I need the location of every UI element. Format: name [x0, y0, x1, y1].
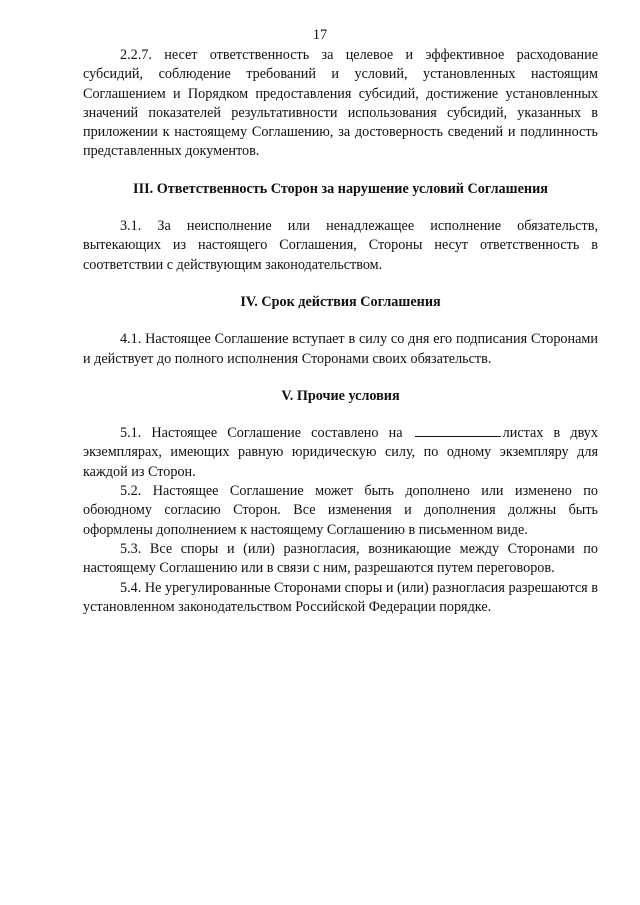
paragraph-5-1 [83, 424, 598, 482]
page-number: 17 [312, 27, 328, 43]
section-4-heading: IV. Срок действия Соглашения [240, 293, 441, 310]
paragraph-5-4: 5.4. Не урегулированные Сторонами споры и (или) разногласия разрешаются в установленном законодательством Российской Федерации порядке. [83, 579, 598, 615]
paragraph-2-2-7: 2.2.7. несет ответственность за целевое и эффективное расходование субсидий, соблюдение требований и условий, установленных настоящим Соглашением и Порядком предоставления субсидий, достижение установленных значений показателей результативности использования субсидий, указанных в приложении к настоящему Соглашению, за достоверность сведений и подлинность представленных документов. [83, 47, 598, 160]
document-body [83, 46, 598, 617]
section-3-heading: III. Ответственность Сторон за нарушение условий Соглашения [133, 180, 548, 197]
paragraph-5-3: 5.3. Все споры и (или) разногласия, возникающие между Сторонами по настоящему Соглашению или в связи с ним, разрешаются путем переговоров. [83, 540, 598, 577]
paragraph-3-1: 3.1. За неисполнение или ненадлежащее исполнение обязательств, вытекающих из настоящего Соглашения, Стороны несут ответственность в соответствии с действующим законодательством. [83, 218, 598, 273]
paragraph-4-1: 4.1. Настоящее Соглашение вступает в силу со дня его подписания Сторонами и действует до полного исполнения Сторонами своих обязательств. [83, 331, 598, 367]
sheet-count-blank [415, 424, 501, 437]
section-5-heading: V. Прочие условия [281, 387, 400, 404]
paragraph-5-2: 5.2. Настоящее Соглашение может быть дополнено или изменено по обоюдному согласию Сторон. Все изменения и дополнения должны быть оформлены дополнением к настоящему Соглашению в письменном виде. [83, 483, 598, 538]
paragraph-5-1-text-before: 5.1. Настоящее Соглашение составлено на [120, 425, 403, 442]
paragraph-5-1-text-after: листах в двух экземплярах, имеющих равную юридическую силу, по одному экземпляру для каждой из Сторон. [83, 425, 598, 480]
